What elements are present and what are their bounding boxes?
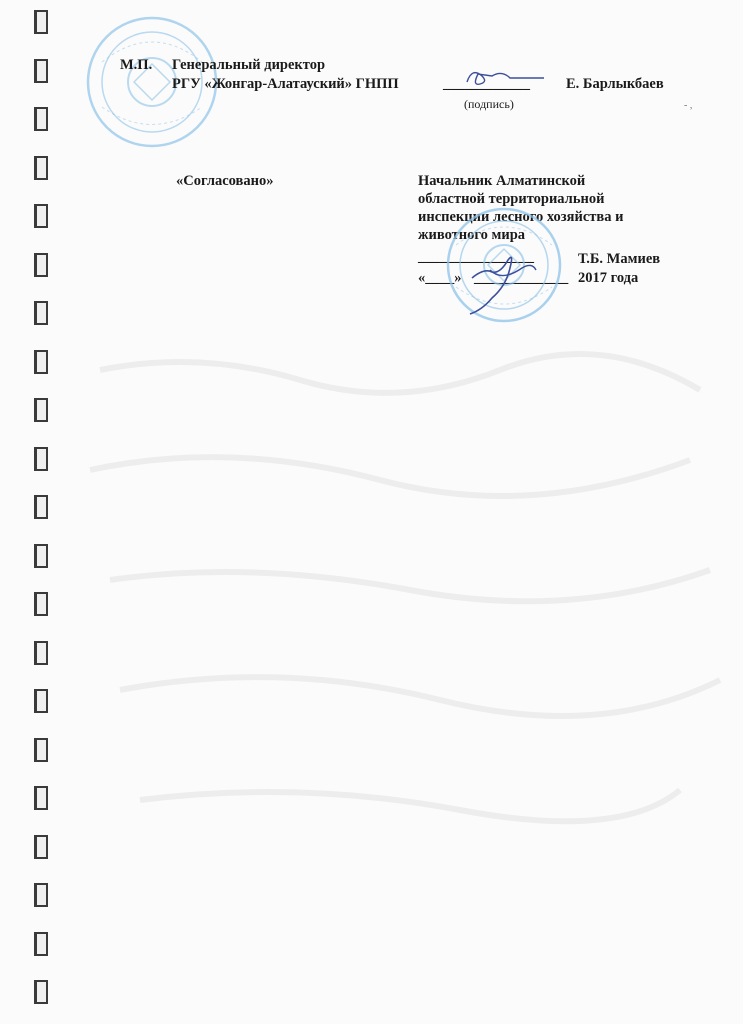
date-year: 2017 года (578, 270, 639, 286)
corner-mark: - , (684, 100, 693, 111)
binding-ring (34, 641, 48, 665)
spiral-binding (0, 0, 58, 1024)
binding-ring (34, 883, 48, 907)
agreed-label: «Согласовано» (176, 173, 274, 189)
organization-line: РГУ «Жонгар-Алатауский» ГНПП (172, 76, 399, 92)
binding-ring (34, 738, 48, 762)
binding-ring (34, 350, 48, 374)
binding-ring (34, 204, 48, 228)
mp-label: М.П. (120, 57, 153, 73)
binding-ring (34, 447, 48, 471)
bleed-through-texture (80, 330, 730, 890)
binding-ring (34, 107, 48, 131)
binding-ring (34, 932, 48, 956)
director-title: Генеральный директор (172, 57, 326, 73)
binding-ring (34, 398, 48, 422)
approver-position-line: Начальник Алматинской (418, 173, 586, 189)
binding-ring (34, 59, 48, 83)
date-prefix: «____» (418, 270, 462, 286)
director-signature-blank: ____________ (443, 76, 530, 92)
approver-position-line: животного мира (418, 227, 526, 243)
binding-ring (34, 689, 48, 713)
binding-ring (34, 156, 48, 180)
approver-position-line: областной территориальной (418, 191, 605, 207)
approver-name: Т.Б. Мамиев (578, 251, 661, 267)
binding-ring (34, 10, 48, 34)
binding-ring (34, 592, 48, 616)
approver-signature-line: ________________ (418, 249, 534, 265)
binding-ring (34, 301, 48, 325)
binding-ring (34, 495, 48, 519)
binding-ring (34, 786, 48, 810)
binding-ring (34, 253, 48, 277)
binding-ring (34, 835, 48, 859)
signature-caption: (подпись) (464, 97, 514, 111)
binding-ring (34, 544, 48, 568)
binding-ring (34, 980, 48, 1004)
date-blank: _____________ (474, 270, 569, 286)
approver-position-line: инспекции лесного хозяйства и (418, 209, 624, 225)
director-name: Е. Барлыкбаев (566, 76, 664, 92)
